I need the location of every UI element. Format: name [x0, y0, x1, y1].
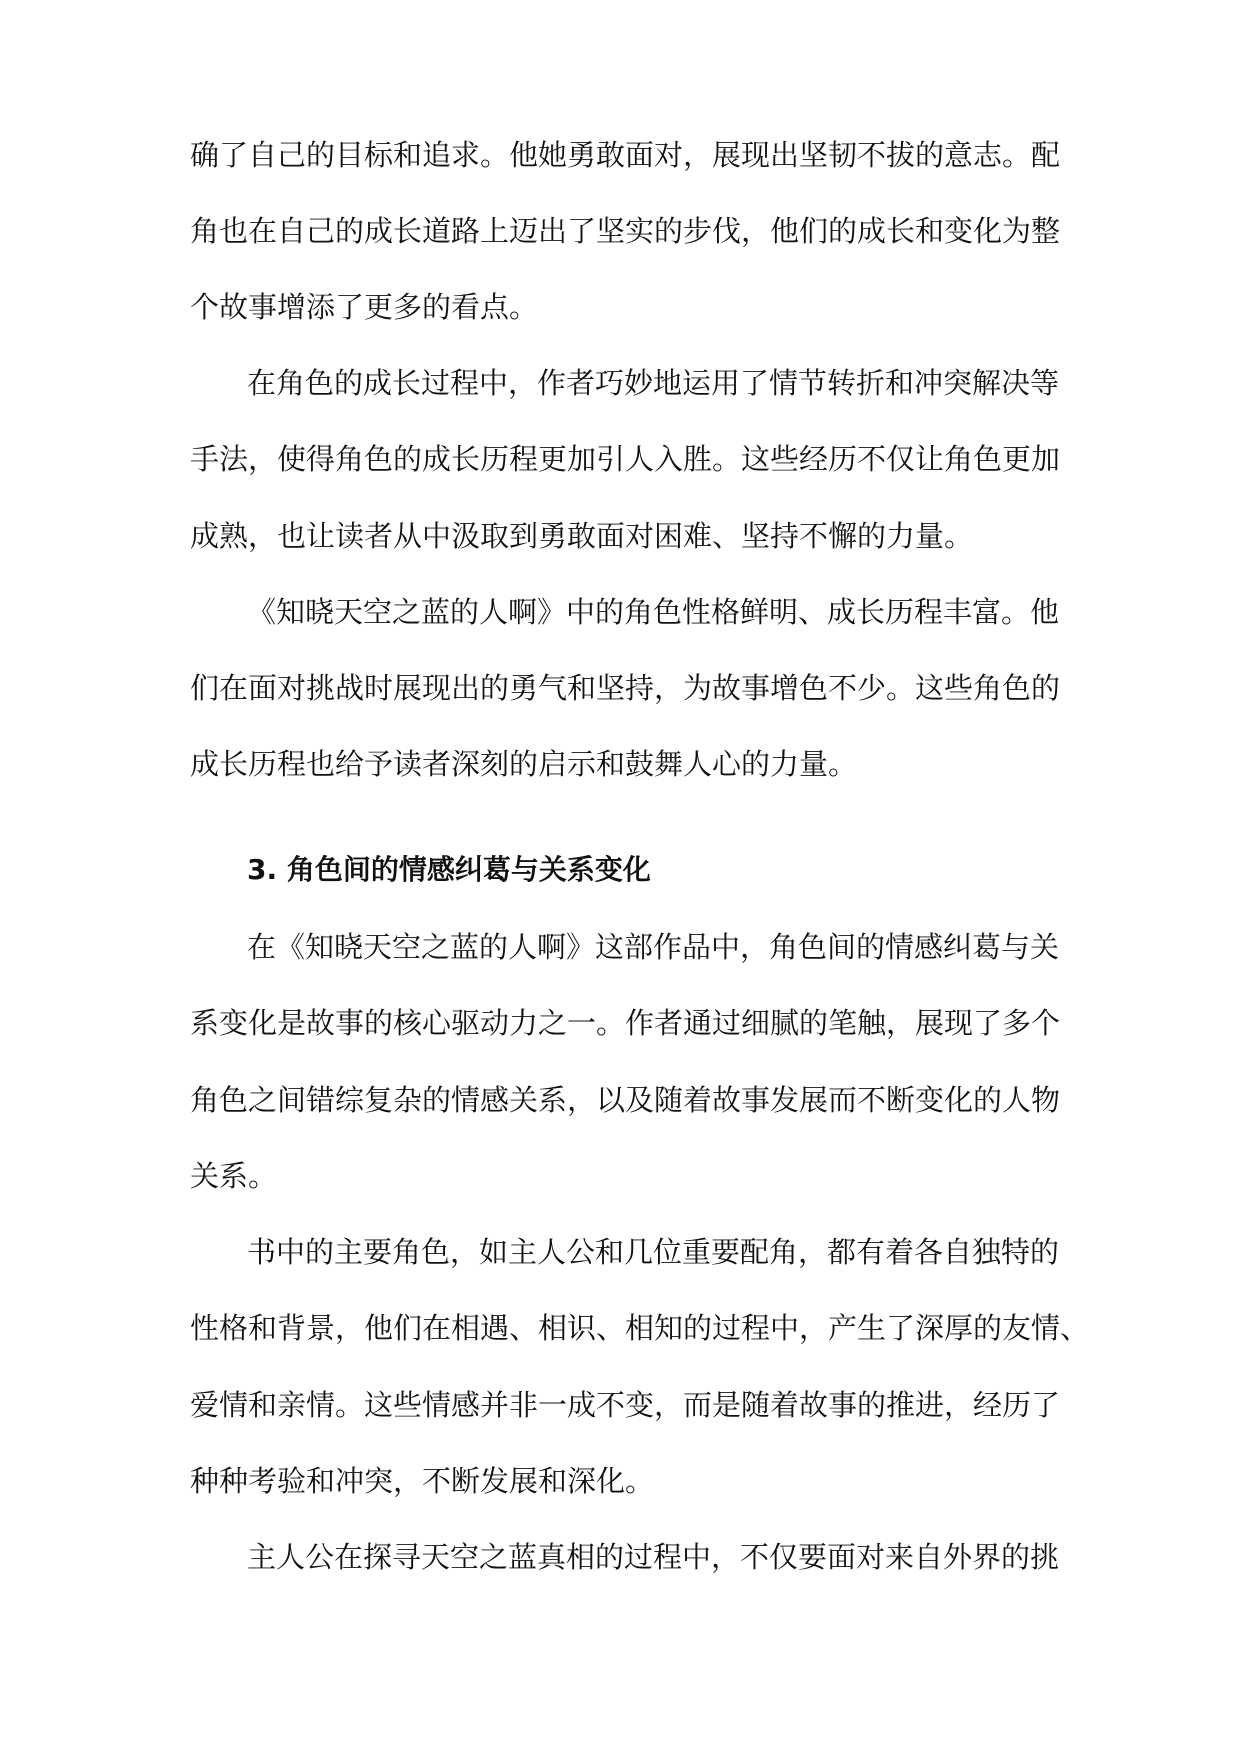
text-line: 在《知晓天空之蓝的人啊》这部作品中，角色间的情感纠葛与关: [247, 930, 1060, 964]
text-line: 成熟，也让读者从中汲取到勇敢面对困难、坚持不懈的力量。: [190, 519, 974, 553]
text-line: 系变化是故事的核心驱动力之一。作者通过细腻的笔触，展现了多个: [190, 1006, 1061, 1040]
text-line: 角色之间错综复杂的情感关系，以及随着故事发展而不断变化的人物: [190, 1083, 1061, 1117]
section-heading: 3. 角色间的情感纠葛与关系变化: [247, 853, 651, 886]
text-line: 确了自己的目标和追求。他她勇敢面对，展现出坚韧不拔的意志。配: [190, 138, 1061, 172]
text-line: 爱情和亲情。这些情感并非一成不变，而是随着故事的推进，经历了: [190, 1388, 1061, 1422]
text-line: 在角色的成长过程中，作者巧妙地运用了情节转折和冲突解决等: [247, 366, 1060, 400]
text-line: 们在面对挑战时展现出的勇气和坚持，为故事增色不少。这些角色的: [190, 671, 1061, 705]
text-line: 成长历程也给予读者深刻的启示和鼓舞人心的力量。: [190, 747, 858, 781]
text-line: 主人公在探寻天空之蓝真相的过程中，不仅要面对来自外界的挑: [247, 1540, 1060, 1574]
text-line: 个故事增添了更多的看点。: [190, 290, 539, 324]
text-line: 角也在自己的成长道路上迈出了坚实的步伐，他们的成长和变化为整: [190, 214, 1061, 248]
text-line: 关系。: [190, 1159, 278, 1193]
text-line: 性格和背景，他们在相遇、相识、相知的过程中，产生了深厚的友情、: [190, 1311, 1090, 1345]
text-line: 种种考验和冲突，不断发展和深化。: [190, 1464, 655, 1498]
text-line: 《知晓天空之蓝的人啊》中的角色性格鲜明、成长历程丰富。他: [247, 595, 1060, 629]
text-line: 书中的主要角色，如主人公和几位重要配角，都有着各自独特的: [247, 1235, 1060, 1269]
text-line: 手法，使得角色的成长历程更加引人入胜。这些经历不仅让角色更加: [190, 442, 1061, 476]
